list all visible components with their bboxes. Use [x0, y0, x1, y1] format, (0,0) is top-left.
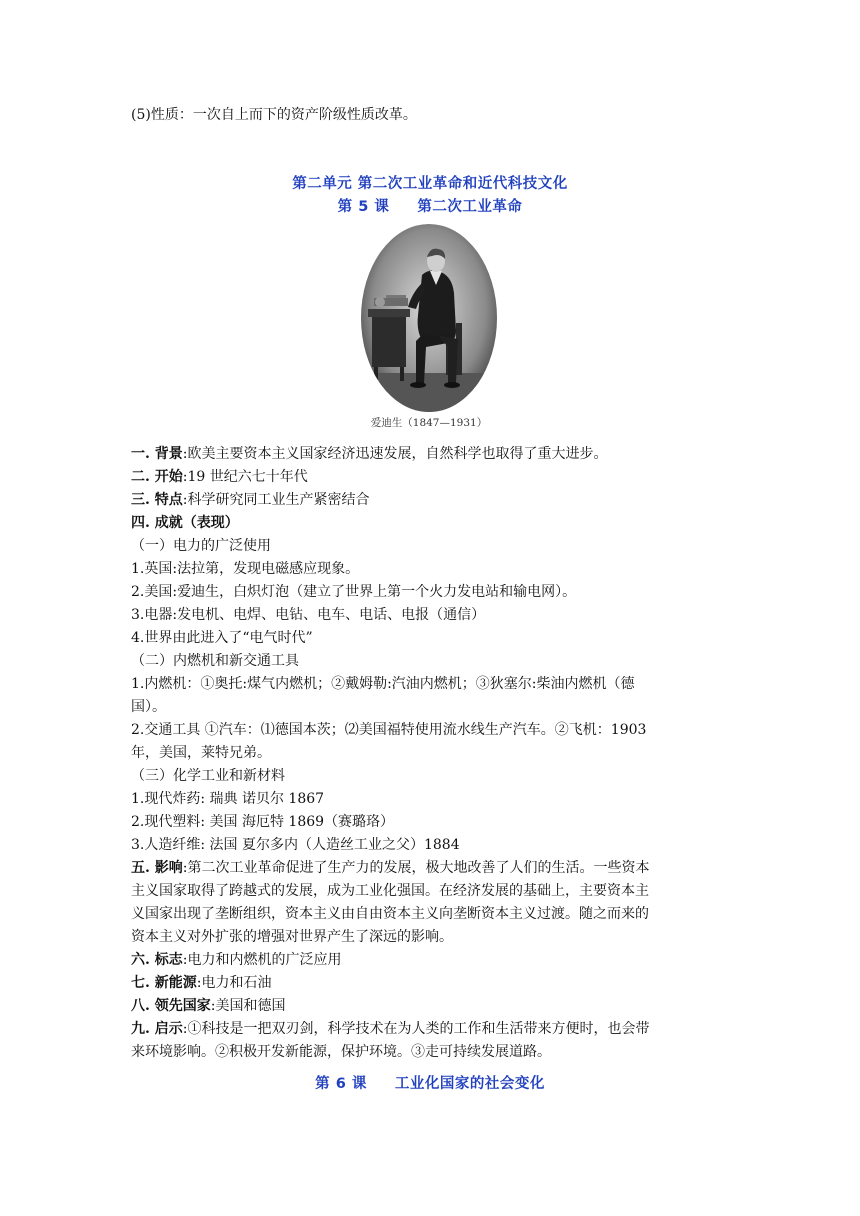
list-item: 2.交通工具 ①汽车：⑴德国本茨；⑵美国福特使用流水线生产汽车。②飞机：1903 — [131, 722, 647, 738]
lesson6-title: 工业化国家的社会变化 — [394, 1076, 545, 1092]
list-item: 1.现代炸药: 瑞典 诺贝尔 1867 — [131, 791, 325, 807]
list-item: 2.美国:爱迪生，白炽灯泡（建立了世界上第一个火力发电站和输电网）。 — [131, 584, 577, 600]
section-text: :电力和内燃机的广泛应用 — [182, 952, 342, 968]
list-item: 3.人造纤维: 法国 夏尔多内（人造丝工业之父）1884 — [131, 837, 460, 853]
section-label: 一. 背景 — [131, 446, 183, 462]
insight-line-2: 来环境影响。②积极开发新能源，保护环境。③走可持续发展道路。 — [131, 1044, 551, 1060]
section-label: 八. 领先国家 — [131, 998, 211, 1014]
list-item: 2.现代塑料: 美国 海厄特 1869（赛璐珞） — [131, 814, 395, 830]
section-start — [131, 467, 731, 487]
section-text: :科学研究同工业生产紧密结合 — [182, 492, 370, 508]
section-label: 三. 特点 — [131, 492, 183, 508]
list-item: 1.英国:法拉第，发现电磁感应现象。 — [131, 561, 360, 577]
edison-portrait — [360, 223, 498, 413]
section-text: :第二次工业革命促进了生产力的发展，极大地改善了人们的生活。一些资本 — [182, 860, 650, 876]
section-background — [131, 444, 731, 464]
sub2-title: （二）内燃机和新交通工具 — [131, 653, 299, 669]
section-new-energy — [131, 973, 731, 993]
list-item: 年，美国，莱特兄弟。 — [131, 745, 271, 761]
list-item: 4.世界由此进入了“电气时代” — [131, 630, 313, 646]
section-text: :美国和德国 — [210, 998, 286, 1014]
sub3-title: （三）化学工业和新材料 — [131, 768, 285, 784]
lesson6-heading — [0, 1074, 860, 1094]
impact-line-1 — [131, 858, 731, 878]
insight-line-1 — [131, 1019, 731, 1039]
section-leaders — [131, 996, 731, 1016]
section-text: :欧美主要资本主义国家经济迅速发展，自然科学也取得了重大进步。 — [182, 446, 608, 462]
section-label: 五. 影响 — [131, 860, 183, 876]
section-symbol — [131, 950, 731, 970]
list-item: 1.内燃机：①奥托:煤气内燃机；②戴姆勒:汽油内燃机；③狄塞尔:柴油内燃机（德 — [131, 676, 635, 692]
unit-title: 第二单元 第二次工业革命和近代科技文化 — [292, 176, 568, 192]
list-item: 国）。 — [131, 699, 166, 715]
section-text: :电力和石油 — [196, 975, 272, 991]
lesson5-heading — [0, 197, 860, 217]
list-item: 3.电器:发电机、电焊、电钻、电车、电话、电报（通信） — [131, 607, 486, 623]
sub1-title: （一）电力的广泛使用 — [131, 538, 271, 554]
section-label: 九. 启示 — [131, 1021, 183, 1037]
lesson5-number: 第 5 课 — [337, 199, 390, 215]
section-label: 七. 新能源 — [131, 975, 197, 991]
section-text: :19 世纪六七十年代 — [182, 469, 308, 485]
section-achievements — [131, 513, 731, 533]
intro-line: (5)性质：一次自上而下的资产阶级性质改革。 — [131, 107, 417, 123]
section-label: 六. 标志 — [131, 952, 183, 968]
section-label: 二. 开始 — [131, 469, 183, 485]
impact-line-2: 主义国家取得了跨越式的发展，成为工业化强国。在经济发展的基础上，主要资本主 — [131, 883, 649, 899]
impact-line-3: 义国家出现了垄断组织，资本主义由自由资本主义向垄断资本主义过渡。随之而来的 — [131, 906, 649, 922]
section-features — [131, 490, 731, 510]
section-text: :①科技是一把双刃剑，科学技术在为人类的工作和生活带来方便时，也会带 — [182, 1021, 650, 1037]
impact-line-4: 资本主义对外扩张的增强对世界产生了深远的影响。 — [131, 929, 453, 945]
lesson6-number: 第 6 课 — [315, 1076, 367, 1092]
section-label: 四. 成就（表现） — [131, 515, 239, 531]
lesson5-title: 第二次工业革命 — [417, 199, 523, 215]
portrait-caption: 爱迪生（1847—1931） — [370, 417, 488, 429]
